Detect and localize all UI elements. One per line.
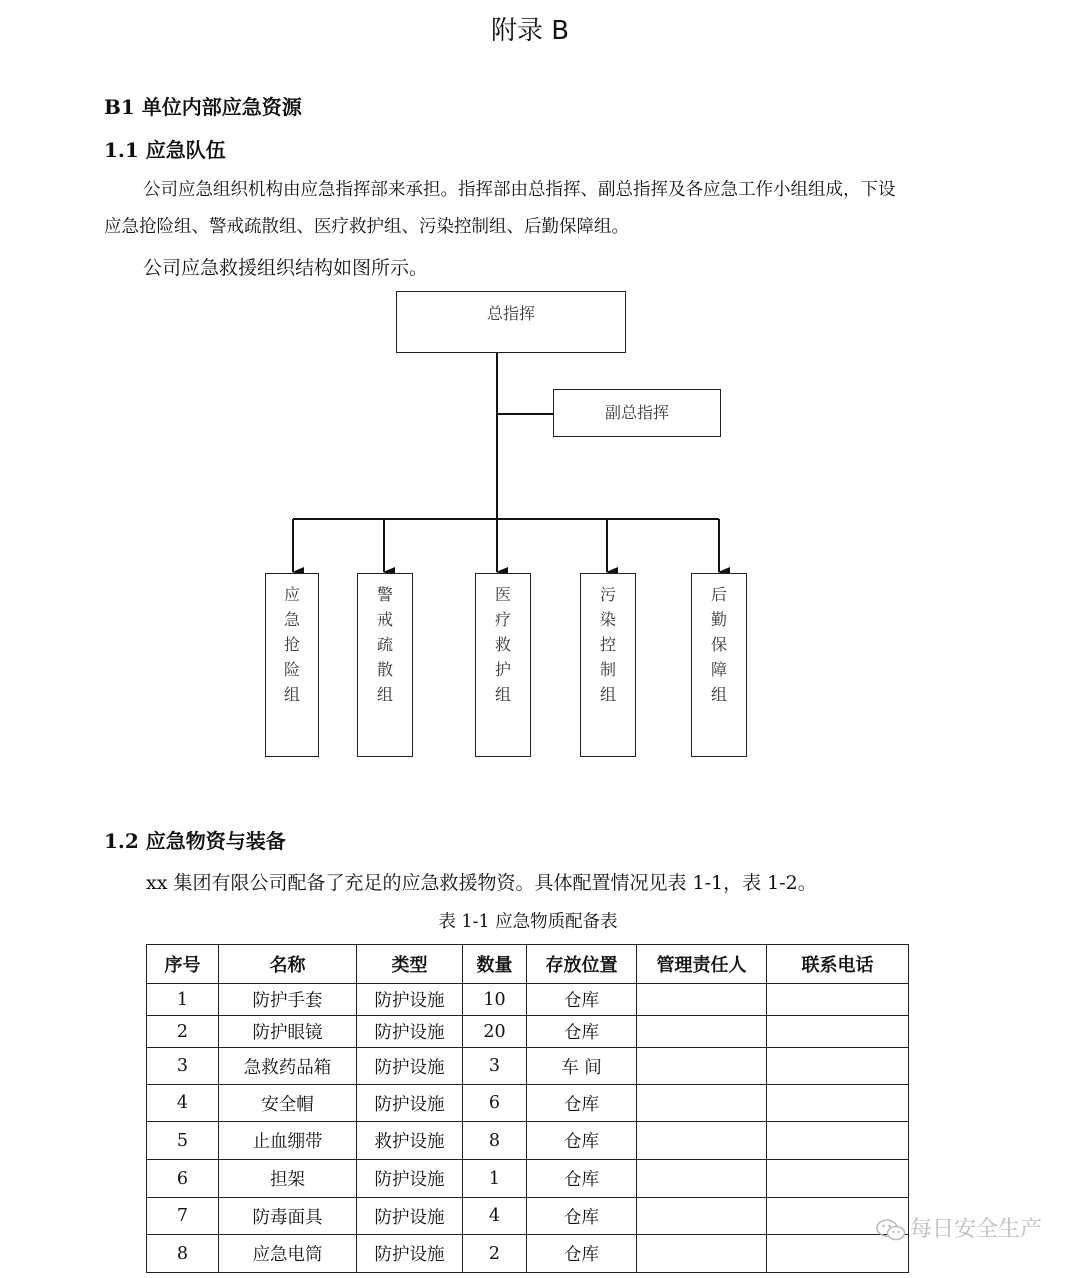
- table-cell: 防护设施: [357, 1160, 463, 1198]
- table-cell: [637, 1122, 767, 1160]
- table-cell: 防护设施: [357, 1048, 463, 1085]
- table-cell: [637, 1048, 767, 1085]
- org-char: 组: [494, 685, 511, 704]
- table-row: [147, 1235, 909, 1273]
- table-cell: [767, 1122, 909, 1160]
- org-char: 医: [494, 585, 511, 604]
- materials-table: [146, 944, 909, 1273]
- header-cell: 管理责任人: [637, 945, 767, 984]
- org-box-group-2: [357, 573, 413, 757]
- org-char: 控: [599, 635, 616, 654]
- org-box-deputy-label: 副总指挥: [604, 403, 669, 422]
- table-cell: 仓库: [527, 1016, 637, 1048]
- table-cell: 救护设施: [357, 1122, 463, 1160]
- org-box-deputy: [553, 389, 721, 437]
- table-cell: 10: [463, 984, 527, 1016]
- table-caption: 表 1-1 应急物质配备表: [438, 912, 618, 932]
- table-cell: 8: [147, 1235, 219, 1273]
- section-heading-b1: B1 单位内部应急资源: [104, 95, 302, 119]
- table-cell: 3: [147, 1048, 219, 1085]
- org-char: 散: [376, 660, 393, 679]
- header-cell: 名称: [219, 945, 357, 984]
- table-cell: 4: [463, 1198, 527, 1235]
- table-cell: 8: [463, 1122, 527, 1160]
- table-cell: [767, 1016, 909, 1048]
- table-cell: 20: [463, 1016, 527, 1048]
- table-cell: 止血绷带: [219, 1122, 357, 1160]
- header-cell: 序号: [147, 945, 219, 984]
- org-char: 污: [599, 585, 616, 604]
- org-char: 勤: [710, 610, 727, 629]
- table-cell: 仓库: [527, 1160, 637, 1198]
- table-cell: 6: [147, 1160, 219, 1198]
- table-cell: [637, 1085, 767, 1122]
- table-cell: 2: [463, 1235, 527, 1273]
- org-box-group-5: [691, 573, 747, 757]
- org-box-group-1: [265, 573, 319, 757]
- org-char: 急: [283, 610, 300, 629]
- table-cell: 防护设施: [357, 1198, 463, 1235]
- org-char: 组: [283, 685, 300, 704]
- org-char: 险: [283, 660, 300, 679]
- paragraph-materials-intro: xx 集团有限公司配备了充足的应急救援物资。具体配置情况见表 1-1，表 1-2。: [146, 872, 817, 894]
- paragraph-org-line1: 公司应急组织机构由应急指挥部来承担。指挥部由总指挥、副总指挥及各应急工作小组组成，下设: [143, 180, 896, 200]
- paragraph-org-chart-intro: 公司应急救援组织结构如图所示。: [143, 257, 429, 279]
- table-cell: 车 间: [527, 1048, 637, 1085]
- org-char: 制: [599, 660, 616, 679]
- table-cell: 仓库: [527, 984, 637, 1016]
- org-char: 组: [599, 685, 616, 704]
- org-char: 疏: [376, 635, 393, 654]
- org-char: 疗: [494, 610, 511, 629]
- org-char: 组: [376, 685, 393, 704]
- header-cell: 存放位置: [527, 945, 637, 984]
- org-char: 戒: [376, 610, 393, 629]
- table-row: [147, 1160, 909, 1198]
- watermark: [876, 1212, 1042, 1243]
- table-cell: [637, 1198, 767, 1235]
- table-cell: 1: [463, 1160, 527, 1198]
- org-char: 护: [494, 660, 511, 679]
- table-cell: 防毒面具: [219, 1198, 357, 1235]
- org-char: 抢: [283, 635, 300, 654]
- table-row: [147, 1016, 909, 1048]
- watermark-text: 每日安全生产: [909, 1217, 1042, 1242]
- table-cell: 防护眼镜: [219, 1016, 357, 1048]
- table-cell: [767, 1160, 909, 1198]
- table-cell: [767, 1085, 909, 1122]
- org-char: 组: [710, 685, 727, 704]
- table-cell: [767, 1048, 909, 1085]
- table-cell: 仓库: [527, 1085, 637, 1122]
- org-box-group-4: [580, 573, 636, 757]
- table-cell: [767, 984, 909, 1016]
- table-cell: [637, 984, 767, 1016]
- table-cell: 防护手套: [219, 984, 357, 1016]
- org-char: 警: [376, 585, 393, 604]
- table-cell: 6: [463, 1085, 527, 1122]
- org-box-group-3: [475, 573, 531, 757]
- section-heading-1-1: 1.1 应急队伍: [104, 138, 226, 162]
- org-char: 后: [710, 585, 727, 604]
- table-row: [147, 1085, 909, 1122]
- table-cell: 担架: [219, 1160, 357, 1198]
- table-cell: [637, 1235, 767, 1273]
- table-cell: 1: [147, 984, 219, 1016]
- table-cell: 5: [147, 1122, 219, 1160]
- table-row: [147, 1122, 909, 1160]
- org-box-commander: [396, 291, 626, 353]
- table-cell: [637, 1160, 767, 1198]
- table-cell: 防护设施: [357, 1016, 463, 1048]
- table-cell: 防护设施: [357, 1085, 463, 1122]
- table-row: [147, 1198, 909, 1235]
- org-char: 染: [599, 610, 616, 629]
- table-cell: 3: [463, 1048, 527, 1085]
- org-char: 救: [494, 635, 511, 654]
- table-cell: 2: [147, 1016, 219, 1048]
- table-cell: 应急电筒: [219, 1235, 357, 1273]
- table-cell: [637, 1016, 767, 1048]
- table-cell: 7: [147, 1198, 219, 1235]
- table-cell: 防护设施: [357, 1235, 463, 1273]
- wechat-icon: [876, 1218, 906, 1242]
- table-header-row: [147, 945, 909, 984]
- header-cell: 数量: [463, 945, 527, 984]
- page-title: 附录 B: [490, 16, 570, 46]
- section-heading-1-2: 1.2 应急物资与装备: [104, 829, 286, 853]
- table-row: [147, 1048, 909, 1085]
- table-cell: 4: [147, 1085, 219, 1122]
- org-char: 应: [283, 585, 300, 604]
- header-cell: 类型: [357, 945, 463, 984]
- table-cell: 仓库: [527, 1235, 637, 1273]
- table-cell: 防护设施: [357, 984, 463, 1016]
- table-cell: 急救药品箱: [219, 1048, 357, 1085]
- table-cell: 仓库: [527, 1198, 637, 1235]
- org-char: 障: [710, 660, 727, 679]
- org-box-commander-label: 总指挥: [486, 304, 535, 323]
- table-row: [147, 984, 909, 1016]
- header-cell: 联系电话: [767, 945, 909, 984]
- org-char: 保: [710, 635, 727, 654]
- table-cell: 安全帽: [219, 1085, 357, 1122]
- paragraph-org-line2: 应急抢险组、警戒疏散组、医疗救护组、污染控制组、后勤保障组。: [104, 217, 629, 237]
- table-cell: 仓库: [527, 1122, 637, 1160]
